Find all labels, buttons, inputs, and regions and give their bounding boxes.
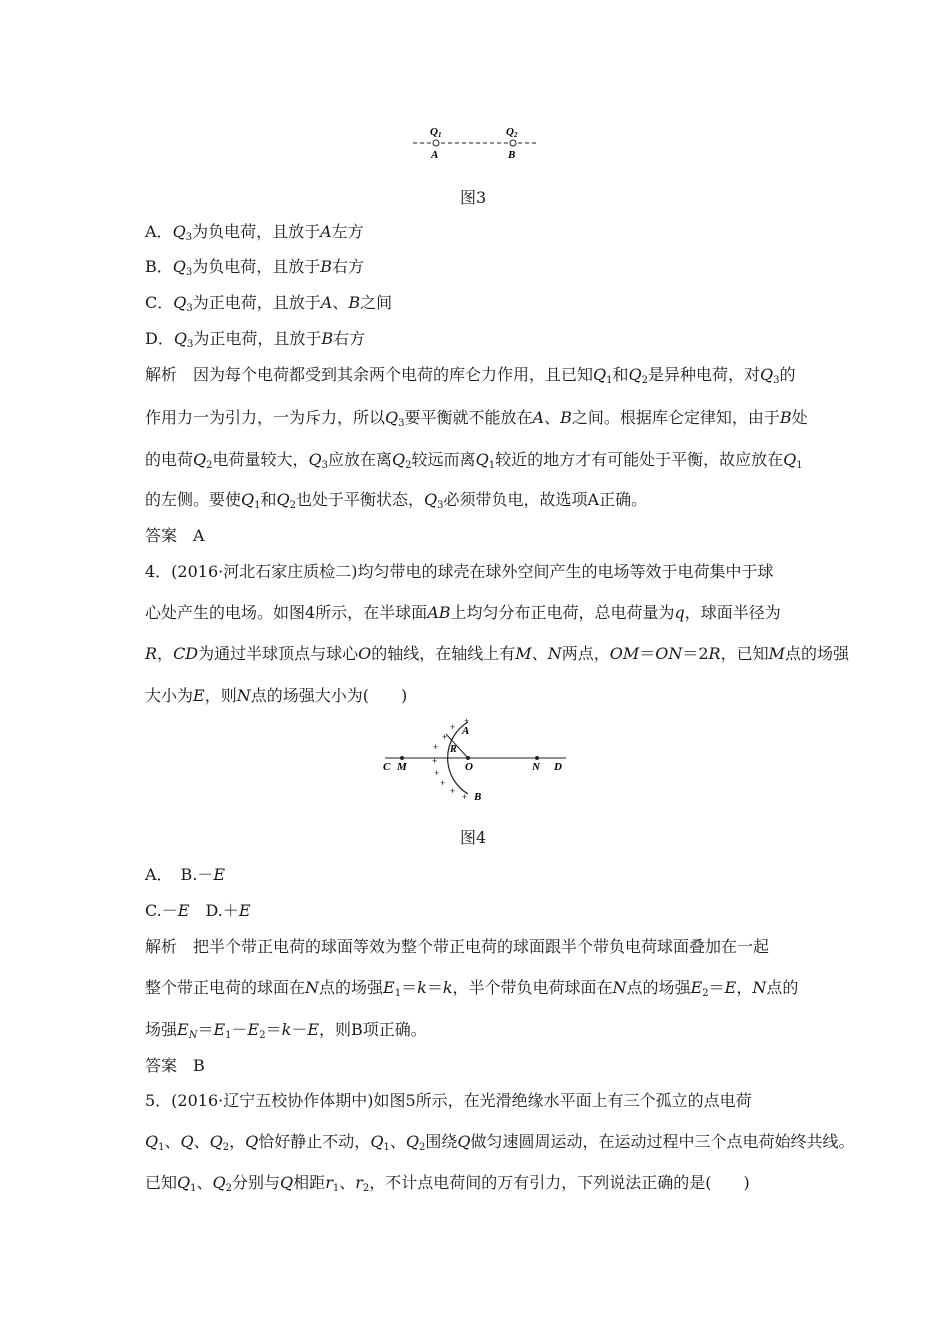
label-a: A bbox=[462, 725, 470, 737]
analysis-q3-line-3: 的电荷$Q_2$电荷量较大，$Q_3$应放在离$Q_2$较远而离$Q_1$较近的地方才有可能处于平衡，故应放在$Q_1$ bbox=[145, 450, 803, 471]
label-d: D bbox=[554, 761, 562, 773]
q5-stem-line-2: $Q_1$、Q、$Q_2$，Q恰好静止不动，$Q_1$、$Q_2$围绕Q做匀速圆周运动，在运动过程中三个点电荷始终共线。 bbox=[145, 1132, 855, 1153]
charge-q2 bbox=[510, 140, 516, 146]
answer-q3: 答案 A bbox=[145, 526, 205, 545]
label-r: R bbox=[450, 744, 457, 755]
label-o: O bbox=[465, 761, 473, 773]
label-n: N bbox=[532, 761, 540, 773]
q4-stem-line-1: 4．(2016·河北石家庄质检二)均匀带电的球壳在球外空间产生的电场等效于电荷集中于球 bbox=[145, 562, 774, 581]
analysis-q3-line-4: 的左侧。要使$Q_1$和$Q_2$也处于平衡状态，$Q_3$必须带负电，故选项A正确。 bbox=[145, 490, 648, 511]
svg-text:+: + bbox=[440, 778, 446, 788]
q4-stem-line-4: 大小为E，则N点的场强大小为( ) bbox=[145, 686, 408, 705]
svg-text:+: + bbox=[434, 768, 440, 778]
svg-text:+: + bbox=[433, 742, 439, 752]
label-c: C bbox=[383, 761, 391, 773]
label-q1: Q1 bbox=[430, 126, 442, 139]
analysis-q4-line-1: 解析 把半个带正电荷的球面等效为整个带正电荷的球面跟半个带负电荷球面叠加在一起 bbox=[145, 937, 770, 956]
analysis-q3-line-1: 解析 因为每个电荷都受到其余两个电荷的库仑力作用，且已知$Q_1$和$Q_2$是异种电荷，对$Q_3$的 bbox=[145, 365, 796, 386]
svg-text:+: + bbox=[432, 756, 438, 766]
svg-text:+: + bbox=[442, 732, 448, 742]
svg-text:+: + bbox=[450, 722, 456, 732]
svg-text:+: + bbox=[450, 786, 456, 796]
q5-stem-line-1: 5．(2016·辽宁五校协作体期中)如图5所示，在光滑绝缘水平面上有三个孤立的点电荷 bbox=[145, 1091, 752, 1110]
analysis-q4-line-3: 场强$E_N=E_1-E_2=k-E$，则B项正确。 bbox=[145, 1020, 427, 1041]
label-b: B bbox=[508, 149, 516, 161]
analysis-q4-line-2: 整个带正电荷的球面在N点的场强$E_1=k=k$，半个带负电荷球面在N点的场强$E_2=E$，N点的 bbox=[145, 978, 799, 999]
q4-options-line-1: A． B.－E bbox=[145, 865, 226, 884]
q4-stem-line-3: R，CD为通过半球顶点与球心O的轴线，在轴线上有M、N两点，OM＝ON＝2R，已知M点的场强 bbox=[145, 644, 850, 663]
point-m bbox=[400, 756, 404, 760]
option-c: C．$Q_3$为正电荷，且放于A、B之间 bbox=[145, 293, 393, 314]
label-m: M bbox=[397, 761, 407, 773]
charge-q1 bbox=[433, 140, 439, 146]
point-o bbox=[466, 756, 470, 760]
svg-text:+: + bbox=[464, 716, 470, 726]
figure-3-diagram bbox=[405, 120, 545, 162]
figure-4-diagram bbox=[380, 712, 580, 804]
q4-options-line-2: C.－E D.＋E bbox=[145, 901, 251, 920]
label-q2: Q2 bbox=[506, 126, 518, 139]
answer-q4: 答案 B bbox=[145, 1056, 205, 1075]
q4-stem-line-2: 心处产生的电场。如图4所示，在半球面AB上均匀分布正电荷，总电荷量为q，球面半径为 bbox=[145, 603, 781, 622]
figure-3-caption: 图3 bbox=[460, 188, 487, 207]
option-a: A．$Q_3$为负电荷，且放于A左方 bbox=[145, 222, 364, 243]
point-n bbox=[535, 756, 539, 760]
q5-stem-line-3: 已知$Q_1$、$Q_2$分别与Q相距$r_1$、$r_2$，不计点电荷间的万有引力，下列说法正确的是( ) bbox=[145, 1173, 750, 1194]
label-b: B bbox=[474, 791, 482, 803]
svg-text:+: + bbox=[462, 792, 468, 802]
label-a: A bbox=[431, 149, 439, 161]
option-b: B．$Q_3$为负电荷，且放于B右方 bbox=[145, 257, 365, 278]
analysis-q3-line-2: 作用力一为引力，一为斥力，所以$Q_3$要平衡就不能放在A、B之间。根据库仑定律知，由于B处 bbox=[145, 408, 808, 429]
option-d: D．$Q_3$为正电荷，且放于B右方 bbox=[145, 329, 366, 350]
figure-4-caption: 图4 bbox=[460, 828, 487, 847]
